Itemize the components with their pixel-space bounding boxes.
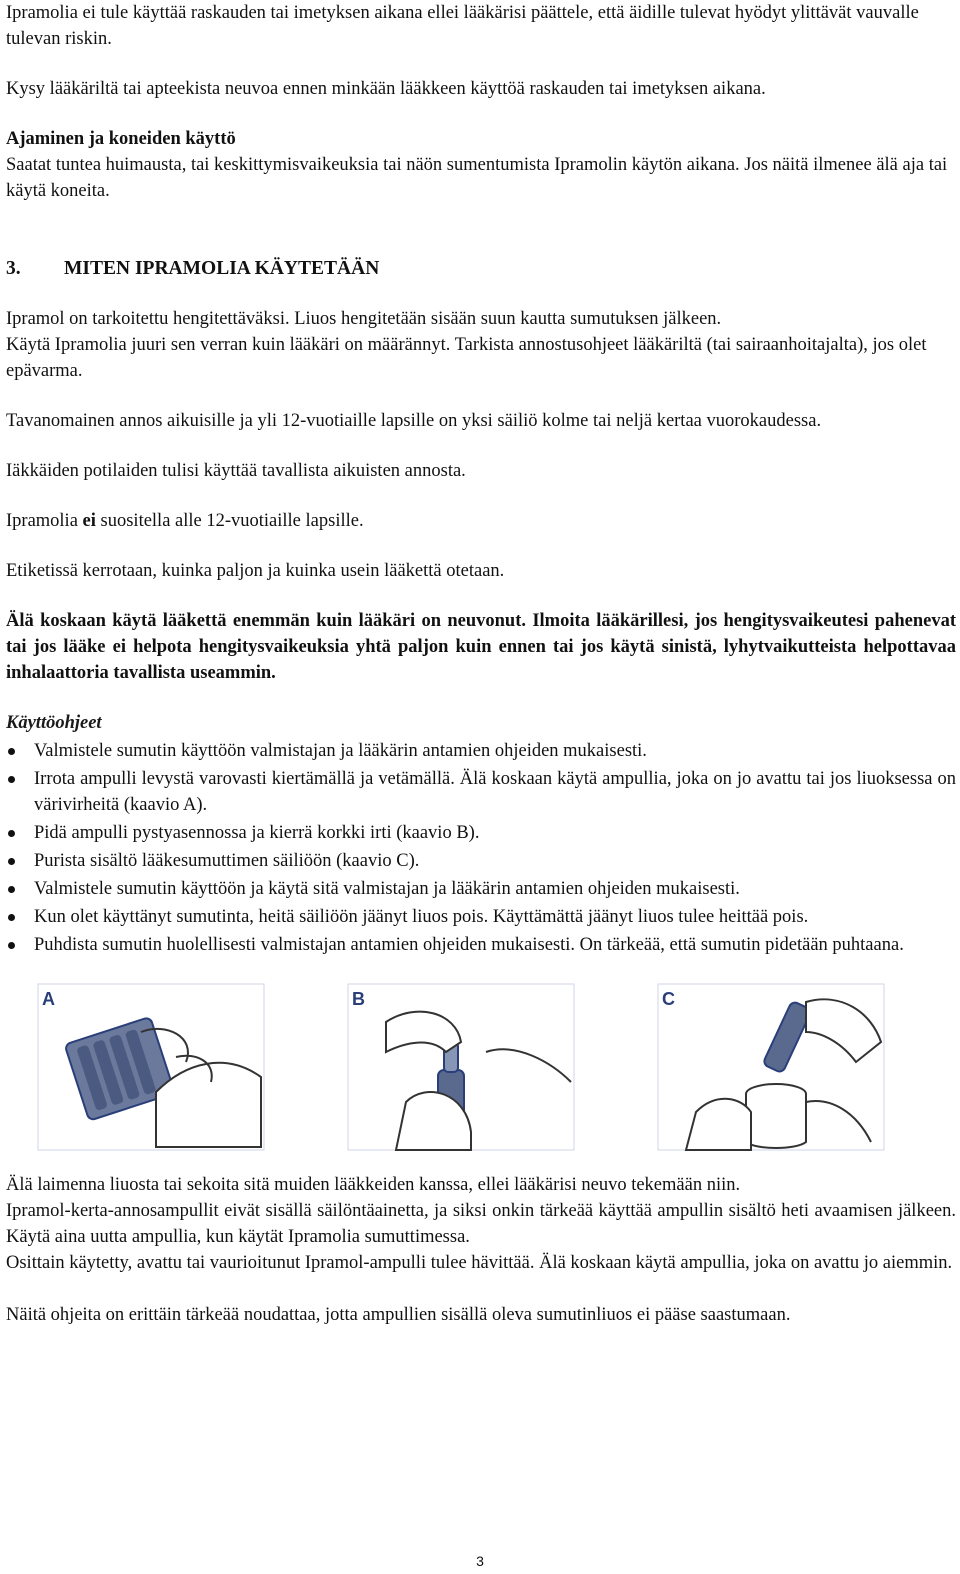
usage-line-1: Ipramol on tarkoitettu hengitettäväksi. Liuos hengitetään sisään suun kautta sumutuksen jälkeen. [6,309,722,329]
instructions-heading: Käyttöohjeet [6,713,102,733]
children-bold: ei [82,511,96,531]
pregnancy-paragraph: Ipramolia ei tule käyttää raskauden tai imetyksen aikana ellei lääkärisi päättele, että äidille tulevat hyödyt ylittävät vauvalle tulevan riskin. [6,3,919,49]
list-item: Irrota ampulli levystä varovasti kiertämällä ja vetämällä. Älä koskaan käytä ampullia, joka on jo avattu tai jos liuoksessa on värivirheitä (kaavio A). [6,766,956,818]
children-post: suositella alle 12-vuotiaille lapsille. [95,511,364,531]
figure-a [36,982,266,1152]
label-note-paragraph: Etiketissä kerrotaan, kuinka paljon ja kuinka usein lääkettä otetaan. [6,561,505,581]
after-figure-line-3: Osittain käytetty, avattu tai vaurioitunut Ipramol-ampulli tulee hävittää. Älä koskaan käytä ampullia, joka on avattu jo aiemmin. [6,1253,953,1273]
figure-a-letter: A [42,989,55,1009]
warning-paragraph: Älä koskaan käytä lääkettä enemmän kuin lääkäri on neuvonut. Ilmoita lääkärillesi, jos hengitysvaikeutesi pahenevat tai jos lääke ei helpota hengitysvaikeuksia yhtä paljon kuin ennen tai jos käytä sinistä, lyhytvaikutteista helpottavaa inhalaattoria tavallista useammin. [6,611,956,683]
children-pre: Ipramolia [6,511,83,531]
figure-b [346,982,576,1152]
figures-row [6,982,956,1172]
list-item: Kun olet käyttänyt sumutinta, heitä säiliöön jäänyt liuos pois. Käyttämättä jäänyt liuos tulee heittää pois. [6,904,956,930]
list-item: Pidä ampulli pystyasennossa ja kierrä korkki irti (kaavio B). [6,820,956,846]
section-title-text: MITEN IPRAMOLIA KÄYTETÄÄN [64,258,380,279]
elderly-dose-paragraph: Iäkkäiden potilaiden tulisi käyttää tavallista aikuisten annosta. [6,461,466,481]
list-item: Valmistele sumutin käyttöön ja käytä sitä valmistajan ja lääkärin antamien ohjeiden mukaisesti. [6,876,956,902]
adult-dose-paragraph: Tavanomainen annos aikuisille ja yli 12-vuotiaille lapsille on yksi säiliö kolme tai neljä kertaa vuorokaudessa. [6,411,822,431]
figure-c-letter: C [662,989,675,1009]
instructions-list [6,738,956,958]
advice-paragraph: Kysy lääkäriltä tai apteekista neuvoa ennen minkään lääkkeen käyttöä raskauden tai imetyksen aikana. [6,79,766,99]
after-figure-line-2: Ipramol-kerta-annosampullit eivät sisällä säilöntäainetta, ja siksi onkin tärkeää käyttää ampullin sisältö heti avaamisen jälkeen. Käytä aina uutta ampullia, kun käytät Ipramolia sumuttimessa. [6,1201,956,1247]
list-item: Valmistele sumutin käyttöön valmistajan ja lääkärin antamien ohjeiden mukaisesti. [6,738,956,764]
driving-heading: Ajaminen ja koneiden käyttö [6,129,236,149]
section-3-title [6,256,956,282]
page-number: 3 [476,1553,484,1569]
figure-a-illustration [36,982,266,1152]
figure-c-illustration [656,982,886,1152]
children-paragraph [6,508,956,534]
figure-b-illustration [346,982,576,1152]
driving-text: Saatat tuntea huimausta, tai keskittymisvaikeuksia tai näön sumentumista Ipramolin käytön aikana. Jos näitä ilmenee älä aja tai käytä koneita. [6,155,948,201]
figure-c [656,982,886,1152]
section-number: 3. [6,258,21,279]
after-figure-line-1: Älä laimenna liuosta tai sekoita sitä muiden lääkkeiden kanssa, ellei lääkärisi neuvo tekemään niin. [6,1175,741,1195]
list-item: Purista sisältö lääkesumuttimen säiliöön (kaavio C). [6,848,956,874]
final-paragraph: Näitä ohjeita on erittäin tärkeää noudattaa, jotta ampullien sisällä oleva sumutinliuos ei pääse saastumaan. [6,1305,791,1325]
list-item: Puhdista sumutin huolellisesti valmistajan antamien ohjeiden mukaisesti. On tärkeää, että sumutin pidetään puhtaana. [6,932,956,958]
document-page [6,0,956,1328]
usage-line-2: Käytä Ipramolia juuri sen verran kuin lääkäri on määrännyt. Tarkista annostusohjeet lääkäriltä (tai sairaanhoitajalta), jos olet epävarma. [6,335,927,381]
figure-b-letter: B [352,989,365,1009]
